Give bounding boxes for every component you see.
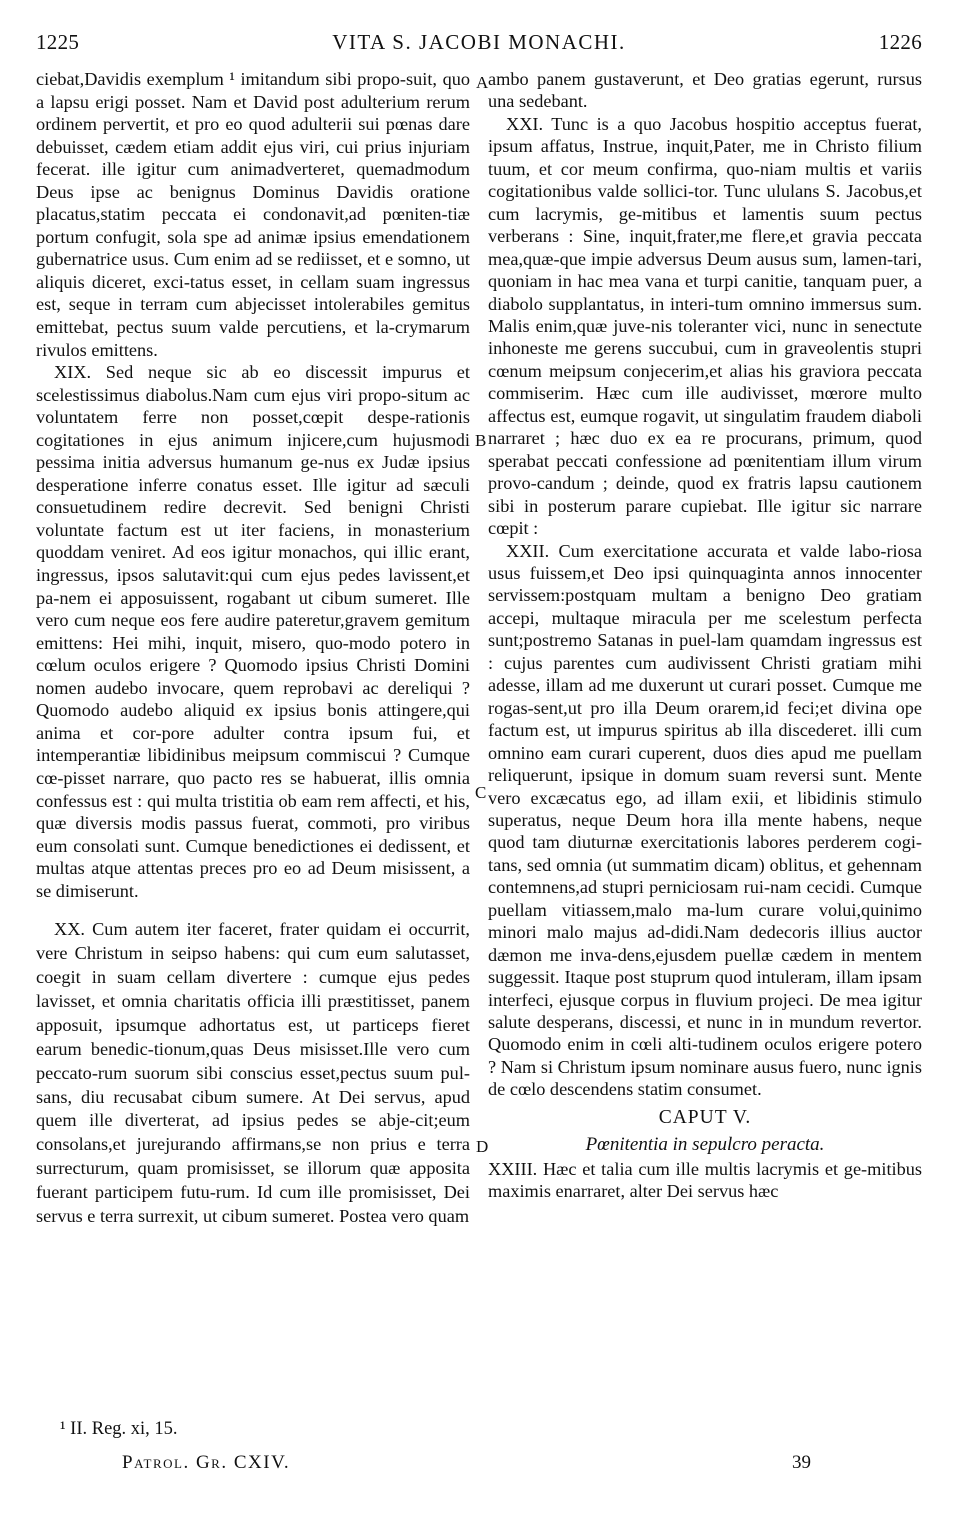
paragraph-xxi: XXI. Tunc is a quo Jacobus hospitio acceptus fuerat, ipsum affatus, Instrue, inquit,Pater, me in Christo filium tuum, et cor meum confirma, quo-niam multis et variis cogitationibus valde sollici-tor. Tunc ululans S. Jacobus,et cum lacrymis, ge-mitibus et lamentis suum pectus verberans : Sine, inquit,frater,me flere,et gravia peccata mea,quæ-que impie adversus Deum ausus sum, lamen-tari, quoniam in hac mea vana et turpi canitie, tanquam puer, a diabolo supplantatus, in interi-tum omnino immersus sum. Malis enim,quæ juve-nis toleranter vici, nunc in senectute inhoneste me gerens succubui, cum in graveolentis stupri cœnum meipsum conjecerim,et alias his graviora peccata commiserim. Hæc cum ille audivisset, mœrore multo affectus est, eumque rogavit, ut singulatim fraudem diaboli narraret ; hæc duo ex ea re procurans, primum, quod sperabat peccati confessione ad pœnitentiam illum virum provo-candum ; deinde, quod ex fratris lapsu cautionem sibi in posterum parare cupiebat. Ille igitur sic narrare cœpit : xyxy=(488,113,922,539)
page-number-left: 1225 xyxy=(36,30,80,54)
chapter-heading: CAPUT V. xyxy=(658,1106,752,1128)
margin-marker-c: C xyxy=(475,783,487,802)
paragraph-xx: XX. Cum autem iter faceret, frater quidam ei occurrit, vere Christum in seipso habens: qui cum eum salutasset, coegit in suam cellam divertere : cumque ejus pedes lavisset, et omnia charitatis officia illi præstitisset, panem apposuit, ipsumque adhortatus est, ut particeps fieret earum benedic-tionum,quas Deus misisset.Ille vero cum peccato-rum suorum sibi conscius esset,pectus suum pul-sans, diu recusabat cibum sumere. At Dei servus, apud quem ille diverterat, ad ipsius pedes se abje-cit;eum consolans,et jurejurando affirmans,se non prius e terra surrecturum, quam promisisset, se illorum quæ apposita fuerant participem futu-rum. Id cum ille promisisset, Dei servus e terra surrexit, ut cibum sumeret. Postea vero quam xyxy=(36,919,470,1227)
margin-marker-a: A xyxy=(476,73,489,92)
running-header xyxy=(36,30,922,58)
paragraph-continuation: ambo panem gustaverunt, et Deo gratias egerunt, rursus una sedebant. xyxy=(488,69,922,112)
paragraph-xxiii: XXIII. Hæc et talia cum ille multis lacrymis et ge-mitibus maximis enarraret, alter Dei servus hæc xyxy=(488,1158,922,1202)
paragraph-xix: XIX. Sed neque sic ab eo discessit impurus et scelestissimus diabolus.Nam cum ejus viri propo-situm ac voluntatem ferre non posset,cœpit despe-rationis cogitationes in ejus animum injicere,cum hujusmodi pessima initia adversus humanum ge-nus ex Judæ ipsius desperatione inferre conatus esset. Ille igitur ad sæculi consuetudinem redire decrevit. Sed benigni Christi voluntate factum est ut iter faciens, in monasterium quoddam veniret. Ad eos igitur monachos, qui illic erant, ingressus, ipsos salutavit:qui cum ejus pedes lavissent,et pa-nem ei apposuissent, rogabant ut cibum sumeret. Ille vero cum neque eos fere audire pateretur,gravem gemitum emittens: Hei mihi, inquit, misero, quo-modo potero in cœlum oculos erigere ? Quomodo ipsius Christi Domini nomen audebo invocare, quem reprobavi ac dereliqui ? Quomodo audebo aliquid ex ipsius bonis attingere,qui anima et cor-pore adulter contra ipsum fui, et intemperantiæ libidinibus meipsum commiscui ? Cumque cœ-pisset narrare, quo pacto res se habuerat, illis omnia confessus est : qui multa tristitia ob eam rem affecti, et his, quæ diversis modis passus fuerat, commoti, pro viribus eum consolati sunt. Cumque benedictiones ei dedissent, et multas atque attentas preces pro eo ad Deum misissent, a se dimiserunt. xyxy=(36,362,470,901)
paragraph-david-example: ciebat,Davidis exemplum ¹ imitandum sibi propo-suit, quo a lapsu erigi posset. Nam et David post adulterium rerum ordinem pervertit, et pro eo quod adulterii sui pœnas dare debuisset, cædem etiam addit ejus viri, cui prius injuriam fecerat. ille igitur cum animadverteret, quemadmodum Deus ipse ac benignus Dominus Davidis oratione placatus,statim peccata ei condonavit,ad pœniten-tiæ portum confugit, sola spe ad animæ ipsius emendationem gubernatrice usus. Cum enim ad se rediisset, et e somno, ut aliquis diceret, exci-tatus esset, in cellam suam ingressus est, seque in terram cum abjecisset intolerabiles gemitus emittebat, pectus suum valde percutiens, et la-crymarum rivulos emittens. xyxy=(36,69,470,360)
margin-marker-b: B xyxy=(475,431,487,450)
margin-marker-d: D xyxy=(476,1137,489,1156)
footer-page-number: 39 xyxy=(792,1452,811,1473)
right-column xyxy=(488,68,922,1418)
left-column xyxy=(36,68,470,1418)
footnote: ¹ II. Reg. xi, 15. xyxy=(60,1419,178,1439)
page-number-right: 1226 xyxy=(878,30,922,54)
chapter-subtitle: Pœnitentia in sepulcro peracta. xyxy=(585,1133,825,1155)
running-title: VITA S. JACOBI MONACHI. xyxy=(332,30,626,54)
paragraph-xxii: XXII. Cum exercitatione accurata et valde labo-riosa usus fuissem,et Deo ipsi quinquaginta annos innocenter servissem:postquam multam a benigno Deo gratiam accepi, multaque miracula per me scelestum perfecta sunt;postremo Satanas in puel-lam quamdam ingressus est : cujus parentes cum audivissent Christi gratiam mihi adesse, illam ad me duxerunt ut curari posset. Cumque me rogas-sent,ut pro illa Deum orarem,id feci;et divina ope factum est, ut impurus spiritus ab illa discederet. illi cum omnino eam curari cuperent, duos dies apud me puellam reliquerunt, ipsique in domum suam reversi sunt. Mente vero excæcatus ego, ad illam exii, et libidinis stimulo superatus, neque Deum hora illa mente habens, neque quod tam diuturnæ exercitationis labores perderem cogi-tans, sed omnia (ut summatim dicam) oblitus, et gehennam contemnens,ad stupri perniciosam rui-nam cecidi. Cumque puellam vitiassem,malo ma-lum curare volui,quinimo minori malo majus ad-didi.Nam dedecoris illius auctor dæmon me inva-dens,ejusdem puellæ cædem in mentem suggessit. Itaque post stuprum quod intuleram, illam ipsam interfeci, ejusque corpus in fluvium projeci. De mea igitur salute desperans, discessi, et nunc in in mundum revertor. Quomodo enim in cœli alti-tudinem oculos erigere potero ? Nam si Christum ipsum nominare ausus fuero, nunc ignis de cœlo descendens statim consumet. xyxy=(488,540,922,1100)
footer-source: Patrol. Gr. CXIV. xyxy=(122,1452,291,1473)
